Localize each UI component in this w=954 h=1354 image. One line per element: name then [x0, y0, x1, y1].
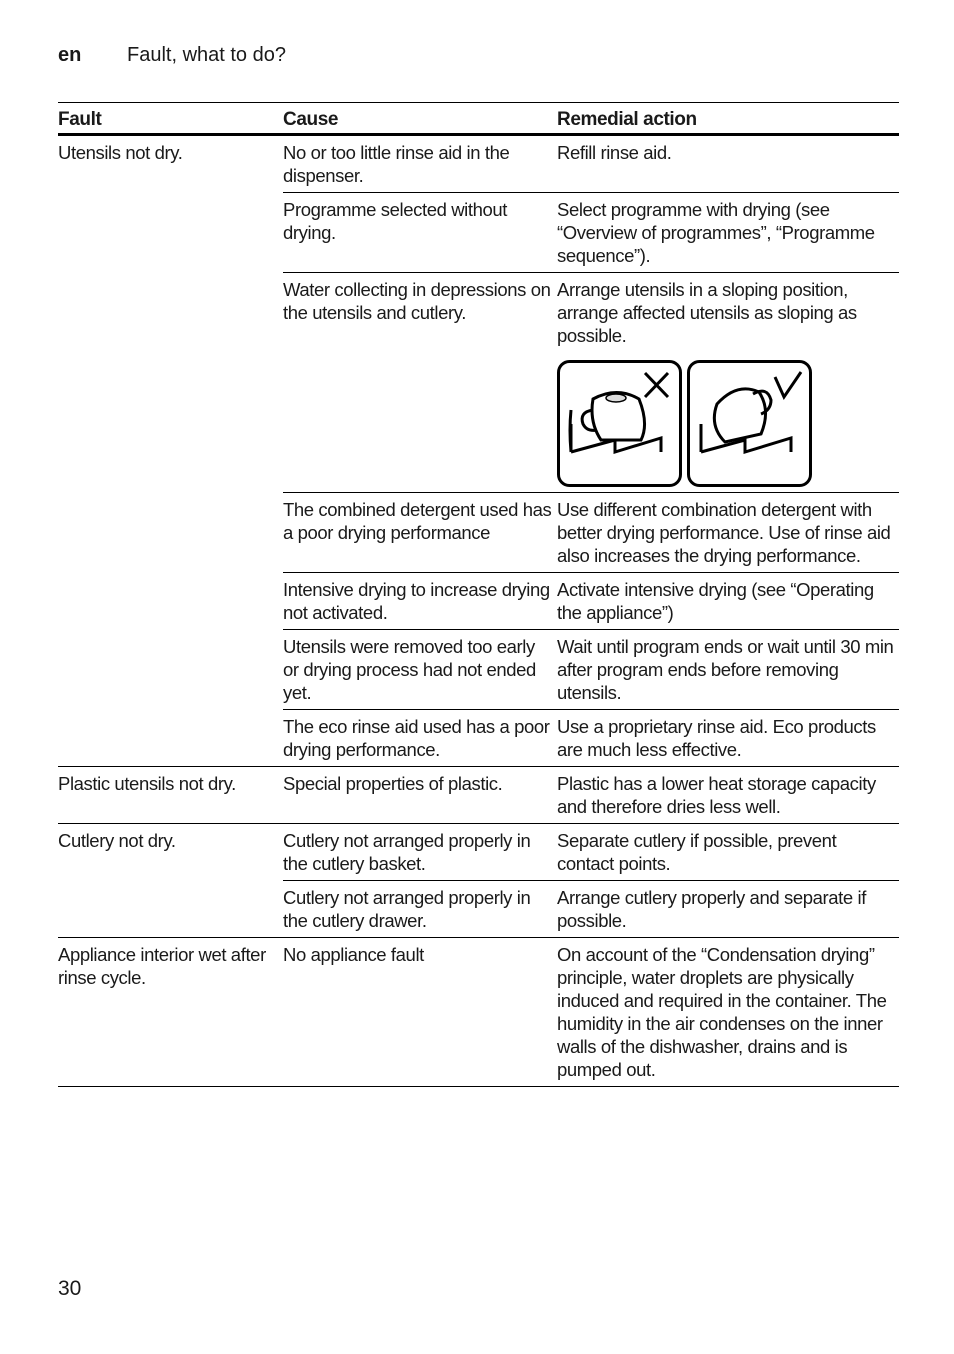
page-header — [58, 44, 286, 67]
table-row — [58, 767, 899, 824]
header-remedial-action: Remedial action — [557, 103, 899, 135]
table-row — [58, 938, 899, 1087]
cause-cell: The combined detergent used has a poor drying performance — [283, 493, 557, 573]
cause-cell: Programme selected without drying. — [283, 193, 557, 273]
action-text: Arrange utensils in a sloping position, arrange affected utensils as sloping as possible. — [557, 279, 857, 346]
action-cell-with-illustration — [557, 273, 899, 493]
cause-cell: No appliance fault — [283, 938, 557, 1087]
cause-cell: The eco rinse aid used has a poor drying performance. — [283, 710, 557, 767]
action-cell: Separate cutlery if possible, prevent contact points. — [557, 824, 899, 881]
cause-cell: Water collecting in depressions on the utensils and cutlery. — [283, 273, 557, 493]
action-cell: Arrange cutlery properly and separate if possible. — [557, 881, 899, 938]
action-cell: Wait until program ends or wait until 30 min after program ends before removing utensils. — [557, 630, 899, 710]
page-title: Fault, what to do? — [127, 44, 286, 66]
header-fault: Fault — [58, 103, 283, 135]
action-cell: Plastic has a lower heat storage capacity and therefore dries less well. — [557, 767, 899, 824]
table-row — [58, 135, 899, 193]
action-cell: On account of the “Condensation drying” principle, water droplets are physically induced and required in the container. The humidity in the air condenses on the inner walls of the dishwasher, drains and is pumped out. — [557, 938, 899, 1087]
cause-cell: Cutlery not arranged properly in the cutlery basket. — [283, 824, 557, 881]
fault-cell: Cutlery not dry. — [58, 824, 283, 938]
cause-cell: Special properties of plastic. — [283, 767, 557, 824]
action-cell: Use different combination detergent with better drying performance. Use of rinse aid also increases the drying performance. — [557, 493, 899, 573]
sloping-utensils-illustration — [557, 360, 895, 487]
fault-cell: Plastic utensils not dry. — [58, 767, 283, 824]
cause-cell: Utensils were removed too early or drying process had not ended yet. — [283, 630, 557, 710]
fault-table — [58, 102, 899, 1087]
action-cell: Activate intensive drying (see “Operating the appliance”) — [557, 573, 899, 630]
action-cell: Use a proprietary rinse aid. Eco products are much less effective. — [557, 710, 899, 767]
header-cause: Cause — [283, 103, 557, 135]
page-number: 30 — [58, 1277, 82, 1300]
wrong-arrangement-icon — [557, 360, 682, 487]
cause-cell: Cutlery not arranged properly in the cutlery drawer. — [283, 881, 557, 938]
action-cell: Select programme with drying (see “Overview of programmes”, “Programme sequence”). — [557, 193, 899, 273]
cause-cell: No or too little rinse aid in the dispenser. — [283, 135, 557, 193]
cause-cell: Intensive drying to increase drying not activated. — [283, 573, 557, 630]
correct-arrangement-icon — [687, 360, 812, 487]
fault-cell: Appliance interior wet after rinse cycle. — [58, 938, 283, 1087]
language-code: en — [58, 44, 82, 66]
fault-cell: Utensils not dry. — [58, 135, 283, 767]
table-row — [58, 824, 899, 881]
action-cell: Refill rinse aid. — [557, 135, 899, 193]
table-header-row — [58, 103, 899, 135]
